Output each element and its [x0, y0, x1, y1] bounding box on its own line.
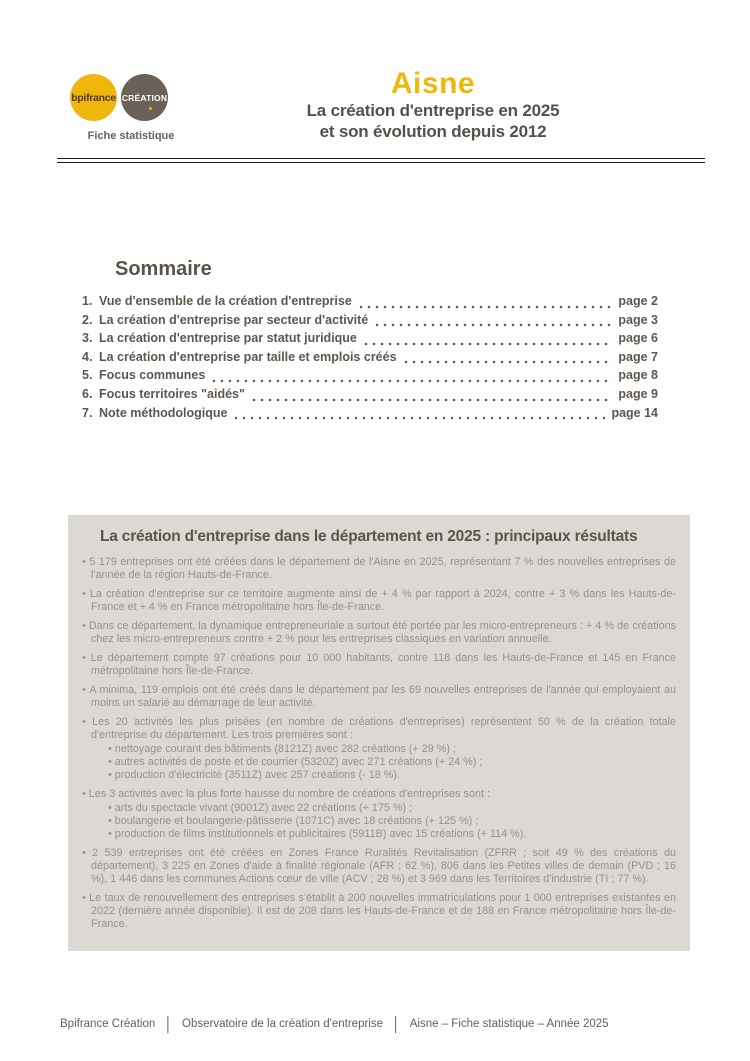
- toc-item[interactable]: [82, 350, 658, 369]
- toc-item-label: Focus territoires "aidés": [99, 386, 245, 401]
- logo-tagline: Fiche statistique: [87, 130, 175, 142]
- result-paragraph: [82, 892, 676, 931]
- toc-dot-leader: [362, 338, 614, 350]
- toc-heading: Sommaire: [115, 258, 212, 280]
- toc-item[interactable]: [82, 294, 658, 313]
- toc-item-label: La création d'entreprise par taille et emplois créés: [99, 349, 397, 364]
- result-paragraph: [82, 556, 676, 582]
- toc-item-number: 6.: [82, 386, 93, 401]
- header-divider: [57, 158, 705, 163]
- footer-separator: │: [164, 1016, 173, 1032]
- toc-item-label: Vue d'ensemble de la création d'entreprise: [99, 294, 352, 308]
- toc-item-label: La création d'entreprise par secteur d'activité: [99, 312, 369, 327]
- results-box: [68, 515, 690, 951]
- toc-item-label: Focus communes: [99, 368, 206, 383]
- toc-dot-leader: [250, 394, 613, 406]
- toc-item-number: 1.: [82, 294, 93, 308]
- toc-item-page: page 7: [618, 349, 658, 364]
- footer-segment: Bpifrance Création: [60, 1018, 156, 1030]
- bpifrance-logo: [70, 74, 117, 121]
- result-subitem: • autres activités de poste et de courrier (5320Z) avec 271 créations (+ 24 %) ;: [108, 756, 676, 769]
- footer-separator: │: [392, 1016, 401, 1032]
- result-paragraph-text: • 5 179 entreprises ont été créées dans le département de l'Aisne en 2025, représentant 7 % des nouvelles entreprises de l'année de la région Hauts-de-France.: [82, 556, 676, 582]
- result-paragraph-text: • Le département compte 97 créations pour 10 000 habitants, contre 118 dans les Hauts-de-France et 145 en France métropolitaine hors Île-de-France.: [82, 652, 676, 678]
- result-paragraph-text: • Dans ce département, la dynamique entrepreneuriale a surtout été portée par les micro-entrepreneurs : + 4 % de créations chez les micro-entrepreneurs contre + 2 % pour les entreprises classiques en variation annuelle.: [82, 620, 676, 646]
- page-subtitle-line2: et son évolution depuis 2012: [319, 122, 547, 141]
- creation-logo-label: CRÉATION: [121, 92, 168, 103]
- toc-dot-leader: [357, 301, 614, 313]
- footer-segment: Aisne – Fiche statistique – Année 2025: [409, 1018, 609, 1030]
- result-subitem: • production d'électricité (3511Z) avec 257 créations (- 18 %).: [108, 769, 676, 782]
- toc-item-label: La création d'entreprise par statut juridique: [99, 331, 357, 346]
- results-heading: La création d'entreprise dans le département en 2025 : principaux résultats: [100, 528, 638, 545]
- toc-item-page: page 3: [618, 312, 658, 327]
- footer: [60, 1016, 700, 1032]
- toc-item-number: 7.: [82, 405, 93, 420]
- toc-dot-leader: [232, 412, 606, 424]
- toc-dot-leader: [210, 375, 613, 387]
- toc-item-page: page 9: [618, 386, 658, 401]
- result-paragraph-text: • La création d'entreprise sur ce territoire augmente ainsi de + 4 % par rapport à 2024, contre + 3 % dans les Hauts-de-France et + 4 % en France métropolitaine hors Île-de-France.: [82, 588, 676, 614]
- bpifrance-logo-label: bpifrance: [71, 91, 116, 104]
- result-subitem: • nettoyage courant des bâtiments (8121Z) avec 282 créations (+ 29 %) ;: [108, 743, 676, 756]
- toc-item-page: page 14: [611, 405, 658, 420]
- toc-dot-leader: [402, 356, 614, 368]
- result-paragraph: [82, 716, 676, 782]
- page-title: Aisne: [390, 67, 476, 100]
- result-paragraph: [82, 847, 676, 886]
- toc-list: [82, 294, 658, 424]
- toc-item-page: page 6: [618, 331, 658, 346]
- toc-item-label: Note méthodologique: [99, 405, 228, 420]
- creation-logo: [121, 74, 168, 121]
- result-paragraph-text: • Les 3 activités avec la plus forte hausse du nombre de créations d'entreprises sont :: [82, 788, 676, 801]
- toc-item[interactable]: [82, 387, 658, 406]
- result-paragraph: [82, 588, 676, 614]
- toc-item-page: page 2: [618, 294, 658, 308]
- result-subitem: • arts du spectacle vivant (9001Z) avec 22 créations (+ 175 %) ;: [108, 802, 676, 815]
- result-sublist: [108, 802, 676, 841]
- toc-item[interactable]: [82, 313, 658, 332]
- result-sublist: [108, 743, 676, 782]
- result-paragraph-text: • A minima, 119 emplois ont été créés dans le département par les 69 nouvelles entreprises de l'année qui employaient au moins un salarié au démarrage de leur activité.: [82, 684, 676, 710]
- toc-item-number: 4.: [82, 349, 93, 364]
- title-block: [166, 68, 700, 142]
- result-paragraph-text: • Le taux de renouvellement des entreprises s'établit à 200 nouvelles immatriculations pour 1 000 entreprises existantes en 2022 (dernière année disponible). Il est de 208 dans les Hauts-de-France et de 188 en France métropolitaine hors Île-de-France.: [82, 892, 676, 931]
- toc-item[interactable]: [82, 331, 658, 350]
- toc-item[interactable]: [82, 406, 658, 425]
- toc-item-number: 3.: [82, 331, 93, 346]
- result-subitem: • production de films institutionnels et publicitaires (5911B) avec 15 créations (+ 114 %).: [108, 828, 676, 841]
- result-paragraph: [82, 620, 676, 646]
- toc-item-page: page 8: [618, 368, 658, 383]
- result-paragraph: [82, 684, 676, 710]
- results-paragraphs: [82, 556, 676, 931]
- toc-section: [82, 258, 658, 424]
- creation-logo-yellow-dot-icon: [149, 107, 152, 110]
- toc-item-number: 2.: [82, 312, 93, 327]
- footer-segment: Observatoire de la création d'entreprise: [182, 1018, 383, 1030]
- result-paragraph-text: • 2 539 entreprises ont été créées en Zones France Ruralités Revitalisation (ZFRR ; soit 49 % des créations du département), 3 225 en Zones d'aide à finalité régionale (AFR ; 62 %), 806 dans les Petites villes de demain (PVD ; 16 %), 1 446 dans les communes Actions cœur de ville (ACV ; 28 %) et 3 969 dans les Territoires d'industrie (TI ; 77 %).: [82, 847, 676, 886]
- toc-item[interactable]: [82, 368, 658, 387]
- toc-item-number: 5.: [82, 368, 93, 383]
- result-paragraph-text: • Les 20 activités les plus prisées (en nombre de créations d'entreprises) représentent 50 % de la création totale d'entreprise du département. Les trois premières sont :: [82, 716, 676, 742]
- result-subitem: • boulangerie et boulangerie-pâtisserie (1071C) avec 18 créations (+ 125 %) ;: [108, 815, 676, 828]
- result-paragraph: [82, 652, 676, 678]
- toc-dot-leader: [373, 319, 613, 331]
- result-paragraph: [82, 788, 676, 841]
- page-subtitle-line1: La création d'entreprise en 2025: [306, 101, 560, 120]
